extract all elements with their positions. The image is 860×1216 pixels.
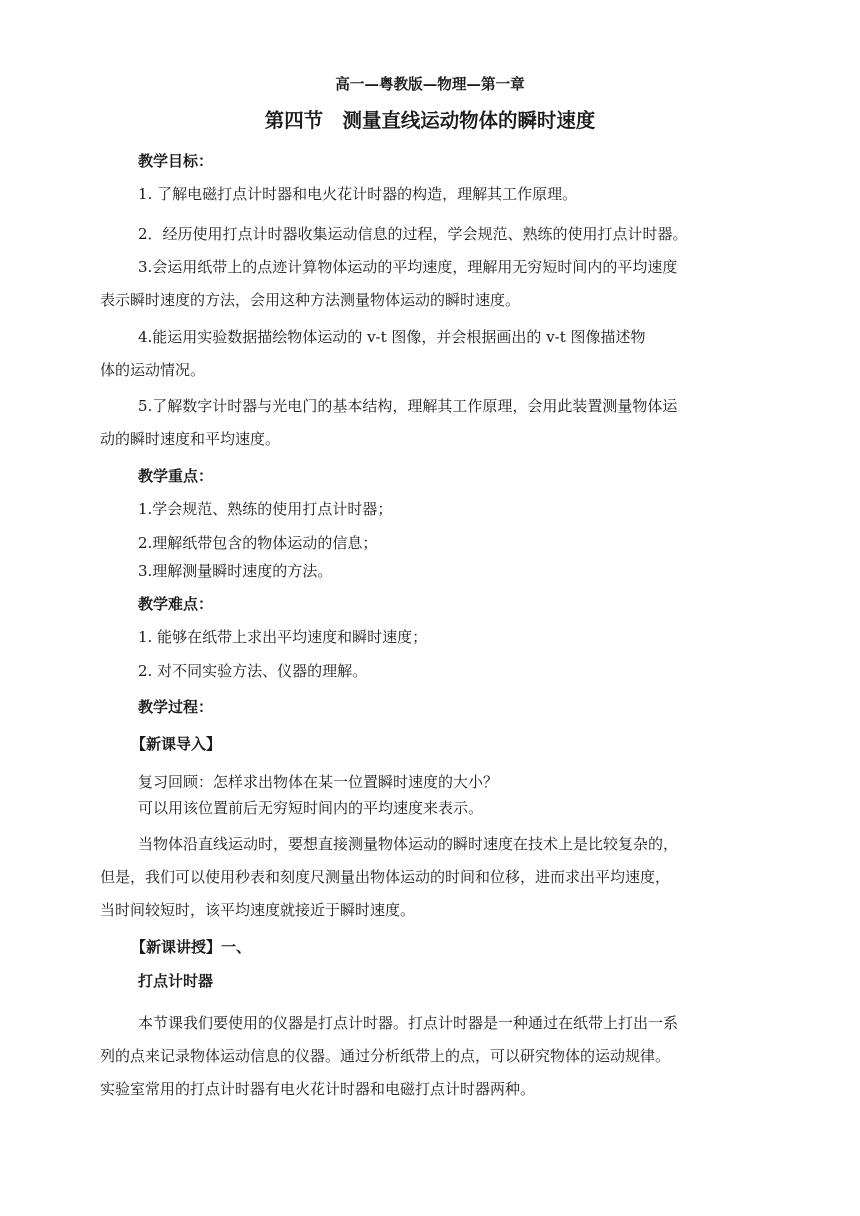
objective-5-line-2: 动的瞬时速度和平均速度。 <box>100 430 281 448</box>
objective-3-line-2: 表示瞬时速度的方法，会用这种方法测量物体运动的瞬时速度。 <box>100 291 521 309</box>
objective-2: 2．经历使用打点计时器收集运动信息的过程，学会规范、熟练的使用打点计时器。 <box>138 225 688 243</box>
process-heading: 教学过程： <box>138 698 214 716</box>
objective-4-line-1: 4.能运用实验数据描绘物体运动的 v-t 图像，并会根据画出的 v-t 图像描述物 <box>138 328 646 346</box>
difficulty-2: 2. 对不同实验方法、仪器的理解。 <box>138 662 368 680</box>
keypoint-1: 1.学会规范、熟练的使用打点计时器； <box>138 500 393 518</box>
keypoints-heading: 教学重点： <box>138 467 214 485</box>
objective-4-line-2: 体的运动情况。 <box>100 361 206 379</box>
document-title: 第四节 测量直线运动物体的瞬时速度 <box>264 109 596 132</box>
objective-1: 1. 了解电磁打点计时器和电火花计时器的构造，理解其工作原理。 <box>138 185 578 203</box>
objective-3-line-1: 3.会运用纸带上的点迹计算物体运动的平均速度，理解用无穷短时间内的平均速度 <box>138 258 678 276</box>
objectives-heading: 教学目标： <box>138 152 214 170</box>
difficulty-1: 1. 能够在纸带上求出平均速度和瞬时速度； <box>138 628 428 646</box>
intro-paragraph-line-2: 但是，我们可以使用秒表和刻度尺测量出物体运动的时间和位移，进而求出平均速度， <box>100 868 671 886</box>
timer-heading: 打点计时器 <box>138 972 214 990</box>
lecture-heading: 【新课讲授】一、 <box>131 938 252 956</box>
review-question: 复习回顾：怎样求出物体在某一位置瞬时速度的大小？ <box>138 773 499 791</box>
document-subtitle: 高一—粤教版—物理—第一章 <box>335 76 525 93</box>
keypoint-3: 3.理解测量瞬时速度的方法。 <box>138 562 333 580</box>
intro-paragraph-line-3: 当时间较短时，该平均速度就接近于瞬时速度。 <box>100 901 416 919</box>
objective-5-line-1: 5.了解数字计时器与光电门的基本结构，理解其工作原理，会用此装置测量物体运 <box>138 397 678 415</box>
intro-paragraph-line-1: 当物体沿直线运动时，要想直接测量物体运动的瞬时速度在技术上是比较复杂的， <box>138 835 679 853</box>
timer-paragraph-line-3: 实验室常用的打点计时器有电火花计时器和电磁打点计时器两种。 <box>100 1080 536 1098</box>
timer-paragraph-line-1: 本节课我们要使用的仪器是打点计时器。打点计时器是一种通过在纸带上打出一系 <box>138 1014 679 1032</box>
intro-heading: 【新课导入】 <box>131 735 222 753</box>
timer-paragraph-line-2: 列的点来记录物体运动信息的仪器。通过分析纸带上的点，可以研究物体的运动规律。 <box>100 1047 671 1065</box>
review-answer: 可以用该位置前后无穷短时间内的平均速度来表示。 <box>138 799 484 817</box>
difficulties-heading: 教学难点： <box>138 595 214 613</box>
keypoint-2: 2.理解纸带包含的物体运动的信息； <box>138 534 378 552</box>
